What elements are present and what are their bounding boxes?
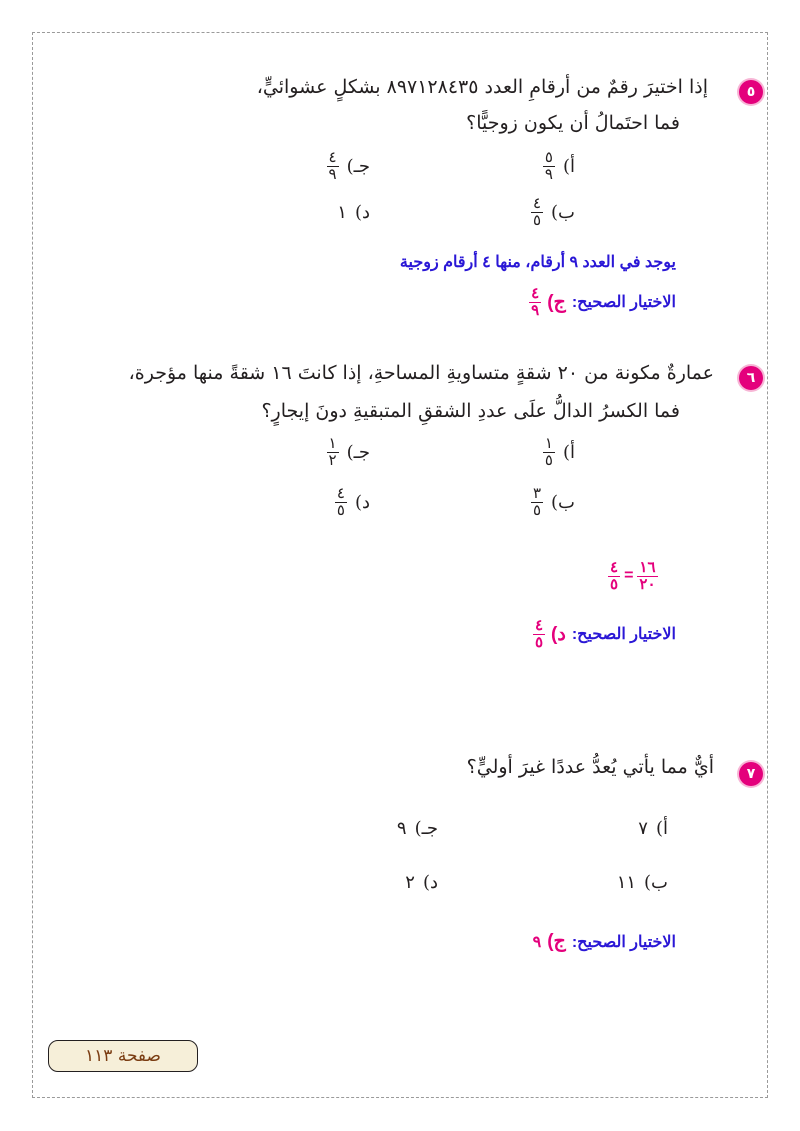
option-letter: ب) (644, 872, 668, 893)
answer-choice: د) (551, 623, 566, 645)
option-fraction: $\frac{٤}{٥}$ (532, 194, 542, 229)
option-fraction: $\frac{٥}{٩}$ (544, 148, 553, 183)
option-c[interactable] (327, 150, 371, 183)
option-c[interactable] (397, 818, 438, 839)
option-fraction: $\frac{٤}{٥}$ (336, 484, 345, 519)
question-text-line-1: عمارةٌ مكونة من ٢٠ شقةٍ متساويةِ المساحةِ، إذا كانتَ ١٦ شقةً منها مؤجرة، (128, 362, 714, 384)
option-letter: ب) (551, 201, 575, 223)
option-letter: جـ) (346, 155, 370, 177)
option-letter: د) (422, 872, 438, 893)
answer-fraction: $\frac{٤}{٩}$ (531, 285, 540, 319)
option-a[interactable] (543, 150, 575, 183)
page-number-tag (48, 1040, 198, 1072)
correct-answer (533, 930, 676, 953)
option-letter: د) (354, 491, 370, 513)
answer-choice: ج) (547, 931, 566, 952)
option-fraction: $\frac{١}{٥}$ (544, 434, 553, 469)
answer-fraction: $\frac{٤}{٥}$ (534, 617, 544, 651)
option-d[interactable] (335, 486, 370, 519)
option-letter: أ) (655, 818, 668, 839)
option-fraction: $\frac{٤}{٩}$ (328, 148, 337, 183)
option-b[interactable] (531, 486, 575, 519)
question-text-line-2: فما احتَمالُ أن يكون زوجيًّا؟ (466, 112, 680, 134)
option-d[interactable] (337, 202, 370, 223)
option-a[interactable] (638, 818, 668, 839)
option-b[interactable] (531, 196, 575, 229)
option-letter: د) (354, 202, 370, 223)
option-d[interactable] (405, 872, 438, 893)
option-value: ٧ (638, 818, 648, 839)
option-value: ١ (337, 202, 347, 223)
option-letter: جـ) (346, 441, 370, 463)
answer-label: الاختيار الصحيح: (571, 933, 676, 951)
answer-label: الاختيار الصحيح: (571, 626, 676, 644)
option-letter: أ) (562, 155, 575, 177)
correct-answer (529, 286, 676, 319)
option-letter: ب) (551, 491, 575, 513)
question-number-badge: ٥ (739, 80, 763, 104)
answer-label: الاختيار الصحيح: (571, 294, 676, 312)
option-a[interactable] (543, 436, 575, 469)
question-number-badge: ٦ (739, 366, 763, 390)
equation-right-fraction: $\frac{١٦}{٢٠}$ (639, 559, 656, 593)
equation-left-fraction: $\frac{٤}{٥}$ (610, 559, 619, 593)
question-text-line-1: إذا اختيرَ رقمٌ من أرقامِ العدد ٨٩٧١٢٨٤٣٥ بشكلٍ عشوائيٍّ، (256, 76, 708, 98)
answer-choice: ج) (547, 291, 566, 313)
question-text-line-2: فما الكسرُ الدالُّ علَى عددِ الشققِ المتبقيةِ دونَ إيجارٍ؟ (261, 400, 680, 422)
option-value: ٩ (396, 818, 407, 839)
worked-equation (608, 560, 658, 593)
answer-value: ٩ (532, 933, 542, 951)
option-letter: أ) (562, 441, 575, 463)
page-number-text: صفحة ١١٣ (85, 1046, 161, 1066)
question-text-line-1: أيٌّ مما يأتي يُعدُّ عددًا غيرَ أوليٍّ؟ (466, 756, 714, 778)
option-c[interactable] (327, 436, 371, 469)
option-letter: جـ) (414, 818, 438, 839)
option-fraction: $\frac{١}{٢}$ (328, 434, 337, 469)
option-fraction: $\frac{٣}{٥}$ (532, 484, 542, 519)
equals-sign: = (624, 567, 634, 585)
solution-note: يوجد في العدد ٩ أرقام، منها ٤ أرقام زوجية (399, 254, 676, 271)
option-b[interactable] (617, 872, 668, 893)
question-number-badge: ٧ (739, 762, 763, 786)
option-value: ١١ (616, 872, 637, 893)
option-value: ٢ (405, 872, 415, 893)
correct-answer (533, 618, 676, 651)
